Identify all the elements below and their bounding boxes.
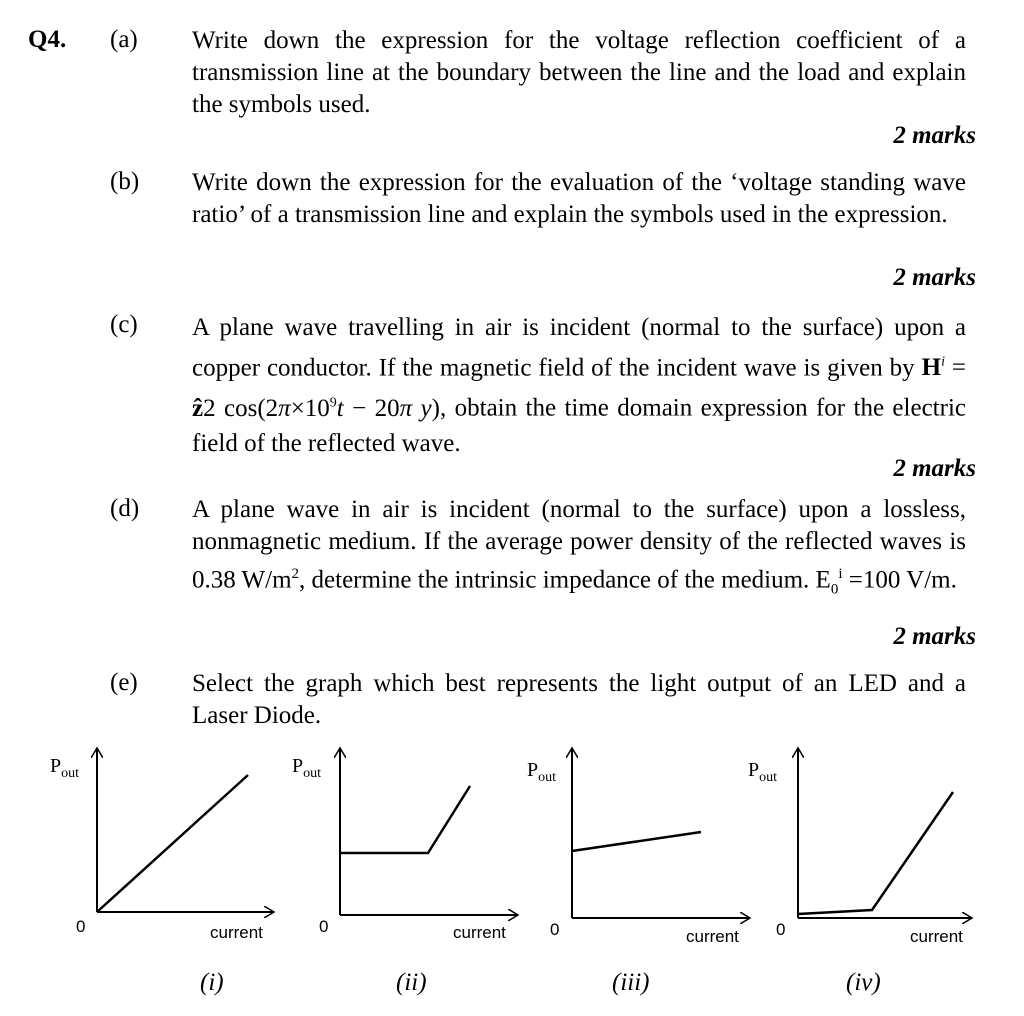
part-c-marks: 2 marks [893, 455, 976, 482]
part-c-label: (c) [110, 311, 138, 338]
part-b-marks: 2 marks [893, 264, 976, 291]
x-label: current [686, 927, 739, 946]
magnetic-field-equation: $H^i$ = ẑ2 $\cos(2\pi\times 10^9t - 20\pi$ y) [192, 354, 967, 422]
caption: (i) [200, 969, 224, 996]
x-label: current [453, 923, 506, 942]
y-label: $P_{out}$ [292, 755, 322, 781]
curve [340, 786, 470, 853]
part-d-text: A plane wave in air is incident (normal to the surface) upon a lossless, nonmagnetic medium. If the average power density of the reflected waves is 0.38 $W/m^2$, determine the intrinsic impedance of the medium. $E_0^i =100$ V/m. [192, 496, 966, 598]
caption: (ii) [396, 969, 427, 996]
part-e-text: Select the graph which best represents the light output of an LED and a Laser Diode. [192, 670, 966, 729]
x-label: current [910, 927, 963, 946]
y-label: $P_{out}$ [50, 755, 80, 781]
graph-iv [748, 748, 972, 996]
graph-iii [527, 748, 750, 996]
origin-label: 0 [319, 917, 329, 936]
part-d-text-1: A plane wave in air is incident (normal to the surface) upon a lossless, nonmagnetic medium. If the average power density of the reflected waves is 0.38 W/m [192, 496, 966, 594]
graph-ii [292, 748, 518, 996]
part-b-label: (b) [110, 168, 140, 195]
x-label: current [210, 923, 263, 942]
y-label: $P_{out}$ [748, 759, 778, 785]
curve [97, 775, 248, 912]
origin-label: 0 [776, 920, 786, 939]
curve [572, 832, 701, 851]
caption: (iii) [612, 969, 650, 996]
part-b-text: Write down the expression for the evaluation of the ‘voltage standing wave ratio’ of a transmission line and explain the symbols used in the expression. [192, 169, 966, 228]
part-e-label: (e) [110, 669, 138, 696]
part-a-marks: 2 marks [893, 122, 976, 149]
origin-label: 0 [76, 917, 86, 936]
y-label: $P_{out}$ [527, 759, 557, 785]
question-number: Q4. [28, 26, 67, 53]
part-a-label: (a) [110, 26, 138, 53]
caption: (iv) [846, 969, 881, 996]
part-d-text-2: , determine the intrinsic impedance of the medium. E [299, 566, 831, 594]
part-d-label: (d) [110, 495, 140, 522]
origin-label: 0 [550, 920, 560, 939]
curve [798, 792, 953, 914]
part-a-text: Write down the expression for the voltage reflection coefficient of a transmission line at the boundary between the line and the load and explain the symbols used. [192, 27, 966, 118]
part-c-text-1: A plane wave travelling in air is incident (normal to the surface) upon a copper conductor. If the magnetic field of the incident wave is given by [192, 314, 966, 382]
part-c-text-2: , obtain the time domain expression for the electric field of the reflected wave. [192, 394, 966, 457]
part-d-marks: 2 marks [893, 623, 976, 650]
part-d-text-3: =100 V/m. [848, 566, 957, 594]
graph-i [50, 748, 274, 996]
